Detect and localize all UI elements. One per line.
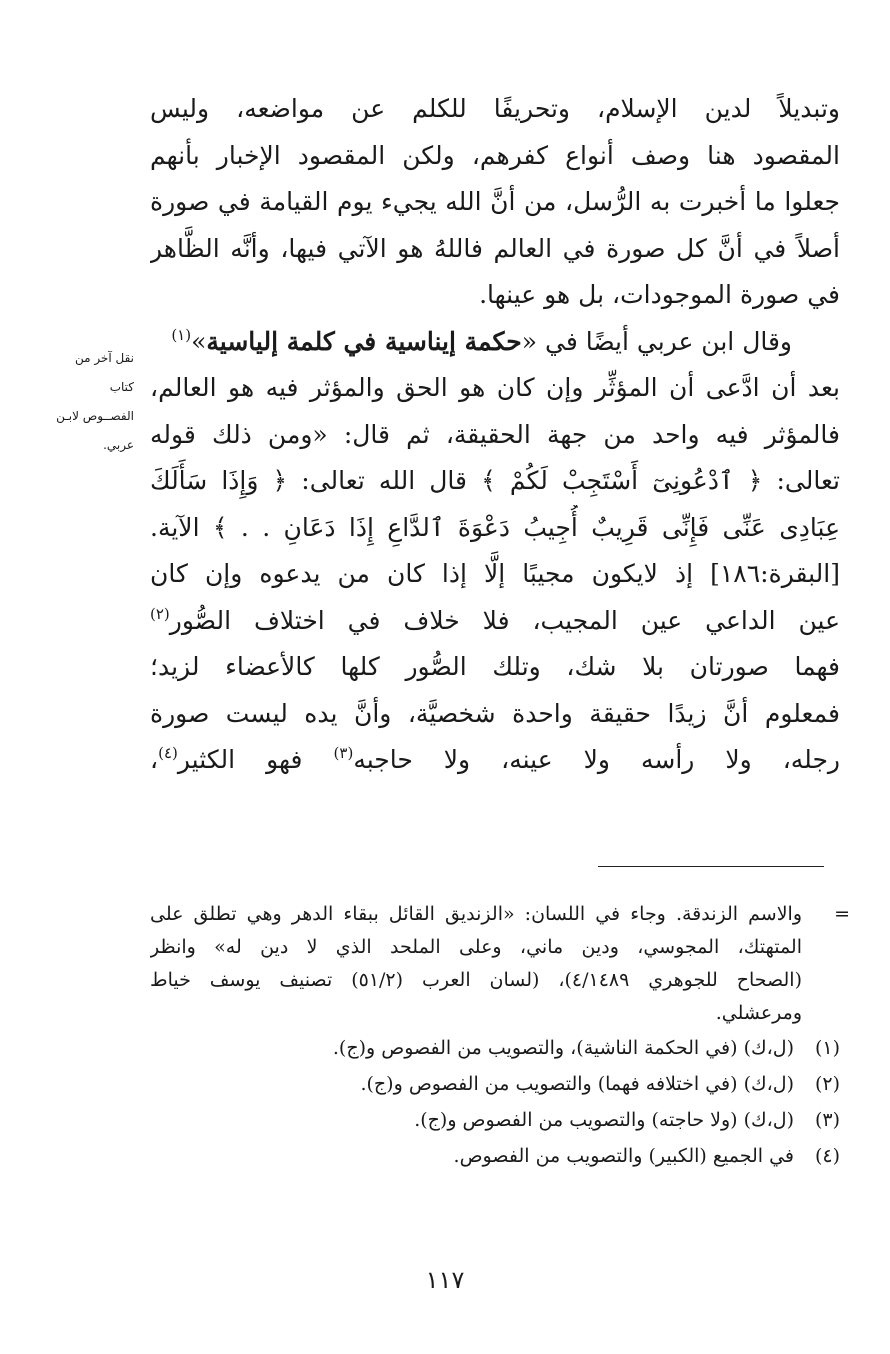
footnote-line: والاسم الزندقة. وجاء في اللسان: «الزنديق القائل ببقاء الدهر وهي تطلق على <box>150 903 802 925</box>
footnote-item <box>150 1066 840 1102</box>
footnote-item <box>150 1030 840 1066</box>
text-line <box>150 737 840 784</box>
margin-note-line: نقل آخر من كتاب <box>74 351 134 394</box>
text-line: المقصود هنا وصف أنواع كفرهم، ولكن المقصود الإخبار بأنهم <box>150 140 840 170</box>
footnote-text: (ل،ك) (في الحكمة الناشية)، والتصويب من الفصوص و(ج). <box>332 1037 794 1059</box>
quoted-title: حكمة إيناسية في كلمة إلياسية <box>206 326 522 356</box>
margin-note-line: الفصــوص لابـن <box>56 409 134 423</box>
main-text-block <box>150 86 840 784</box>
text-line: جعلوا ما أخبرت به الرُّسل، من أنَّ الله يجيء يوم القيامة في صورة <box>150 187 840 216</box>
text-line <box>150 598 840 645</box>
text-line: فمعلوم أنَّ زيدًا حقيقة واحدة شخصيَّة، وأنَّ يده ليست صورة <box>150 698 840 728</box>
footnote-text: (ل،ك) (في اختلافه فهما) والتصويب من الفصوص و(ج). <box>360 1073 794 1095</box>
footnote-number: (١) <box>814 1037 840 1059</box>
footnote-ref[interactable]: (٣) <box>333 744 354 762</box>
footnote-divider <box>598 866 824 867</box>
continuation-marker: = <box>834 903 850 925</box>
footnote-item <box>150 1138 840 1174</box>
footnote-ref[interactable]: (٢) <box>150 604 170 623</box>
footnote-number: (٣) <box>814 1109 840 1131</box>
footnote-number: (٢) <box>814 1073 840 1095</box>
text-segment: » <box>191 326 207 356</box>
text-segment: رجله، ولا رأسه ولا عينه، ولا حاجبه <box>353 745 840 774</box>
paragraph-opening-line <box>150 319 840 366</box>
text-line: فهما صورتان بلا شك، وتلك الصُّور كلها كالأعضاء لزيد؛ <box>150 652 840 681</box>
text-line: في صورة الموجودات، بل هو عينها. <box>479 280 840 309</box>
text-line: فالمؤثر فيه واحد من جهة الحقيقة، ثم قال: «ومن ذلك قوله <box>150 419 840 449</box>
text-segment: فهو الكثير <box>177 745 334 774</box>
footnote-line: المتهتك، المجوسي، ودين ماني، وعلى الملحد الذي لا دين له» وانظر <box>150 936 802 958</box>
footnote-line: ومرعشلي. <box>715 1002 802 1024</box>
footnote-line: (الصحاح للجوهري ٤/١٤٨٩)، (لسان العرب (٥١/٢) تصنيف يوسف خياط <box>150 969 802 991</box>
text-line: بعد أن ادَّعى أن المؤثِّر وإن كان هو الحق والمؤثر فيه هو العالم، <box>150 373 840 402</box>
footnote-item <box>150 1102 840 1138</box>
footnote-text: (ل،ك) (ولا حاجته) والتصويب من الفصوص و(ج). <box>414 1109 794 1131</box>
text-line: وتبديلاً لدين الإسلام، وتحريفًا للكلم عن مواضعه، وليس <box>150 94 840 123</box>
footnote-ref[interactable]: (١) <box>171 325 192 344</box>
page-number: ١١٧ <box>425 1266 465 1294</box>
text-segment: عين الداعي عين المجيب، فلا خلاف في اختلاف الصُّور <box>169 605 840 635</box>
footnote-continuation <box>150 898 850 1030</box>
footnote-number: (٤) <box>814 1145 840 1167</box>
margin-note <box>48 344 134 460</box>
footnote-ref[interactable]: (٤) <box>158 744 178 762</box>
text-line: أصلاً في أنَّ كل صورة في العالم فاللهُ هو الآتي فيها، وأنَّه الظَّاهر <box>150 233 840 263</box>
margin-note-line: عربي. <box>103 438 134 452</box>
quran-verse-line: تعالى: ﴿ ٱدْعُونِىٓ أَسْتَجِبْ لَكُمْ ﴾ قال الله تعالى: ﴿ وَإِذَا سَأَلَكَ <box>150 466 840 495</box>
quran-verse-line: عِبَادِى عَنِّى فَإِنِّى قَرِيبٌ أُجِيبُ دَعْوَةَ ٱلدَّاعِ إِذَا دَعَانِ . . ﴾ الآية. <box>150 512 840 542</box>
text-segment: ، <box>150 745 159 774</box>
text-segment: وقال ابن عربي أيضًا في « <box>521 326 792 356</box>
text-line: [البقرة:١٨٦] إذ لايكون مجيبًا إلَّا إذا كان من يدعوه وإن كان <box>150 559 840 588</box>
footnotes-section <box>150 898 850 1174</box>
footnote-text: في الجميع (الكبير) والتصويب من الفصوص. <box>453 1145 794 1167</box>
